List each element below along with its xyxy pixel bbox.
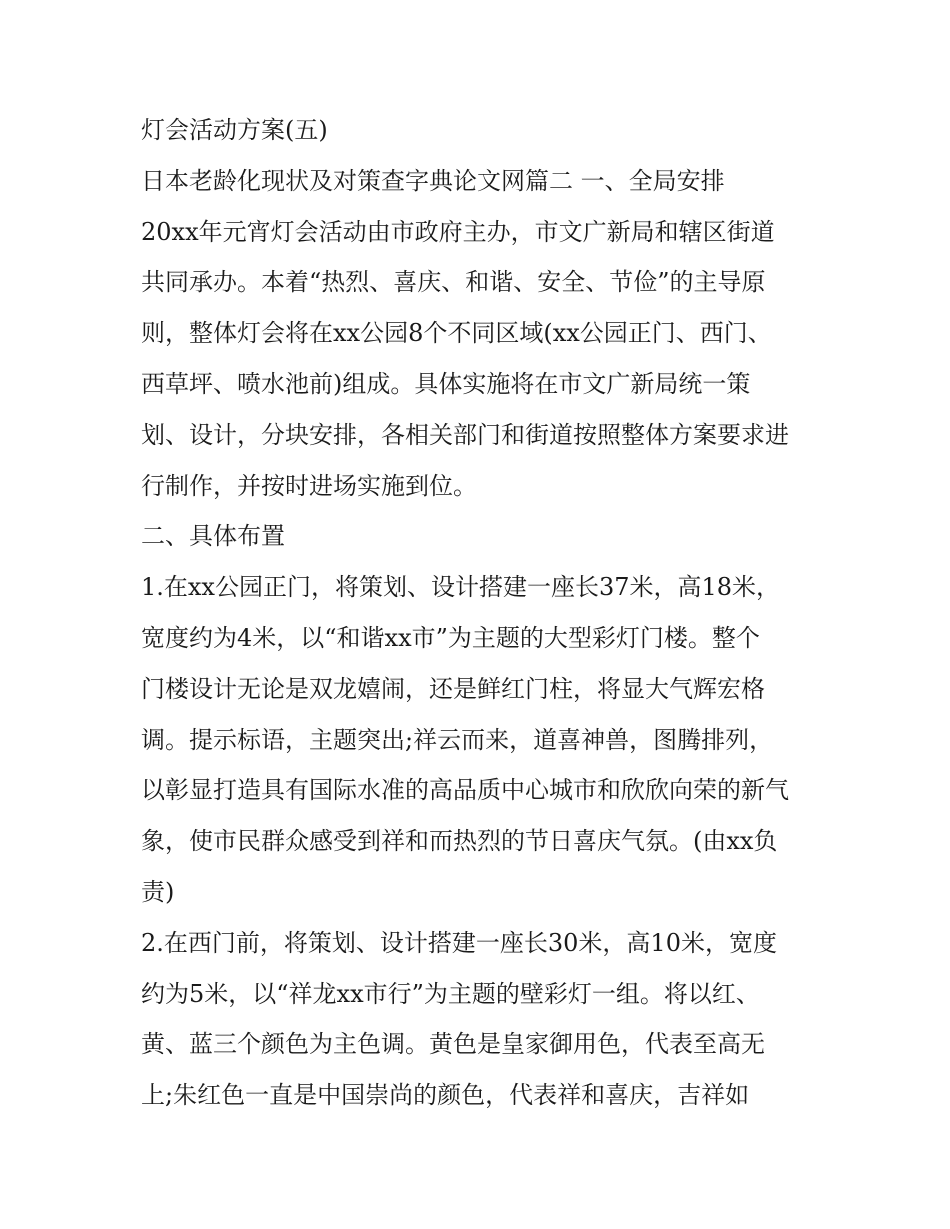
document-body (141, 105, 821, 1121)
text-line: 宽度约为4米，以“和谐xx市”为主题的大型彩灯门楼。整个 (141, 623, 760, 652)
document-title: 灯会活动方案(五) (141, 116, 328, 144)
text-line: 责) (141, 877, 175, 906)
text-line: 1.在xx公园正门，将策划、设计搭建一座长37米，高18米， (141, 573, 781, 602)
text-line: 象，使市民群众感受到祥和而热烈的节日喜庆气氛。(由xx负 (141, 827, 778, 856)
text-line: 共同承办。本着“热烈、喜庆、和谐、安全、节俭”的主导原 (141, 268, 766, 297)
text-line: 上;朱红色一直是中国崇尚的颜色，代表祥和喜庆，吉祥如 (141, 1081, 750, 1110)
text-line: 则，整体灯会将在xx公园8个不同区域(xx公园正门、西门、 (141, 319, 772, 348)
text-line: 调。提示标语，主题突出;祥云而来，道喜神兽，图腾排列， (141, 725, 774, 754)
text-line: 日本老龄化现状及对策查字典论文网篇二 一、全局安排 (141, 166, 725, 195)
text-line: 约为5米，以“祥龙xx市行”为主题的壁彩灯一组。将以红、 (141, 979, 760, 1008)
text-line: 西草坪、喷水池前)组成。具体实施将在市文广新局统一策 (141, 369, 751, 398)
section-heading: 二、具体布置 (141, 522, 285, 551)
text-line: 以彰显打造具有国际水准的高品质中心城市和欣欣向荣的新气 (141, 776, 789, 805)
text-line: 门楼设计无论是双龙嬉闹，还是鲜红门柱，将显大气辉宏格 (141, 674, 765, 703)
text-line: 划、设计，分块安排，各相关部门和街道按照整体方案要求进 (141, 420, 789, 449)
text-line: 2.在西门前，将策划、设计搭建一座长30米，高10米，宽度 (141, 928, 777, 957)
text-line: 黄、蓝三个颜色为主色调。黄色是皇家御用色，代表至高无 (141, 1030, 765, 1059)
text-line: 20xx年元宵灯会活动由市政府主办，市文广新局和辖区街道 (141, 217, 775, 246)
text-line: 行制作，并按时进场实施到位。 (141, 471, 477, 500)
